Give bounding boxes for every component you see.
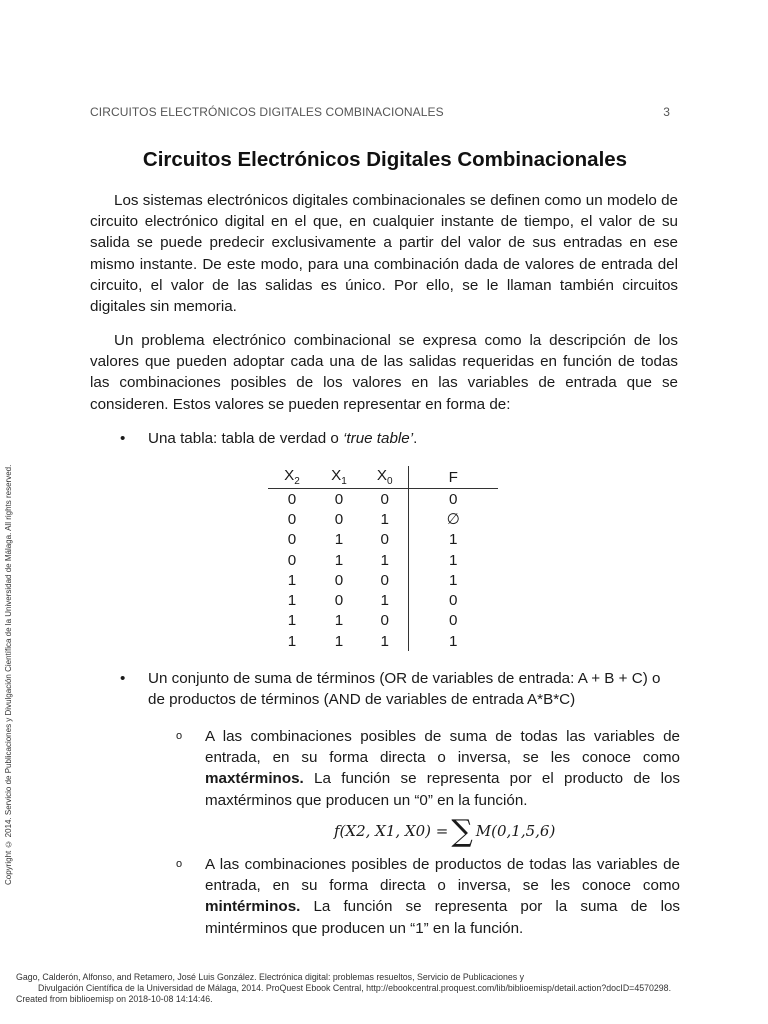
formula-lhs: f(X2, X1, X0) =: [334, 822, 449, 840]
table-row: 0 1 0 1: [268, 530, 498, 550]
header-x0: $X_0$: [362, 466, 408, 489]
bullet-truth-table: [120, 428, 680, 449]
sub-bullet-text: A las combinaciones posibles de suma de todas las variables de entrada, en su forma directa o inversa, se les conoce como maxtérminos. La función se representa por el producto de los maxtérminos que producen un “0” en la función.: [205, 728, 680, 809]
summation-symbol: ∑: [451, 814, 473, 849]
running-head-title: CIRCUITOS ELECTRÓNICOS DIGITALES COMBINACIONALES: [90, 105, 444, 119]
sub-bullet-marker: o: [176, 858, 183, 870]
header-f: F: [408, 466, 498, 489]
table-row: 1 1 0 0: [268, 611, 498, 631]
paragraph-intro: Los sistemas electrónicos digitales combinacionales se definen como un modelo de circuito electrónico digital en el que, en cualquier instante de tiempo, el valor de su salida se puede predecir exclusivamente a partir del valor de sus entradas en ese mismo instante. De este modo, para una combinación dada de valores de entrada del circuito, el valor de las salidas es único. Por ello, se le llaman también circuitos digitales sin memoria.: [90, 192, 678, 316]
bullet-text: Una tabla: tabla de verdad o ‘true table’.: [148, 430, 418, 447]
sub-bullet-minterms: [176, 854, 680, 939]
header-x2: $X_2$: [268, 466, 316, 489]
truth-table-header: [268, 466, 498, 489]
table-row: 1 0 0 1: [268, 570, 498, 590]
bullet-text: Un conjunto de suma de términos (OR de variables de entrada: A + B + C) o de productos de términos (AND de variables de entrada A*B*C): [148, 670, 661, 709]
table-row: 1 0 1 0: [268, 590, 498, 610]
bullet-sum-of-terms: [120, 668, 680, 710]
paragraph-problem: Un problema electrónico combinacional se expresa como la descripción de los valores que pueden adoptar cada una de las salidas requeridas en función de todas las combinaciones posibles de los valores en las variables de entrada que se consideren. Estos valores se pueden representar en forma de:: [90, 332, 678, 413]
footer-line-2: Divulgación Científica de la Universidad de Málaga, 2014. ProQuest Ebook Central, http://ebookcentral.proquest.com/lib/biblioemisp/detail.action?docID=4570298.: [38, 983, 672, 993]
footer-line-3: Created from biblioemisp on 2018-10-08 14:14:46.: [16, 994, 213, 1004]
bullet-marker: •: [120, 670, 126, 687]
sub-bullet-text: A las combinaciones posibles de productos de todas las variables de entrada, en su forma directa o inversa, se les conoce como mintérminos. La función se representa por la suma de los mintérminos que producen un “1” en la función.: [205, 856, 680, 937]
side-copyright: Copyright © 2014. Servicio de Publicaciones y Divulgación Científica de la Universidad de Málaga. All rights reserved.: [4, 464, 13, 885]
table-row: 0 1 1 1: [268, 550, 498, 570]
sub-bullet-marker: o: [176, 730, 183, 742]
header-x1: $X_1$: [316, 466, 362, 489]
running-head: [90, 105, 670, 119]
formula-rhs: M(0,1,5,6): [475, 822, 556, 840]
table-row: 0 0 0 0: [268, 489, 498, 510]
sub-bullet-maxterms: [176, 726, 680, 811]
citation-footer: [16, 972, 746, 1005]
footer-line-1: Gago, Calderón, Alfonso, and Retamero, José Luis González. Electrónica digital: problemas resueltos, Servicio de Publicaciones y: [16, 972, 525, 982]
formula-maxterms: [334, 814, 556, 849]
page-number: 3: [663, 105, 670, 119]
table-row: 0 0 1 ∅: [268, 509, 498, 529]
term-maxterminos: maxtérminos.: [205, 770, 304, 788]
term-minterminos: mintérminos.: [205, 898, 301, 916]
table-row: 1 1 1 1: [268, 631, 498, 651]
bullet-marker: •: [120, 430, 126, 447]
page-title: Circuitos Electrónicos Digitales Combinacionales: [142, 148, 628, 171]
truth-table: [268, 466, 498, 651]
